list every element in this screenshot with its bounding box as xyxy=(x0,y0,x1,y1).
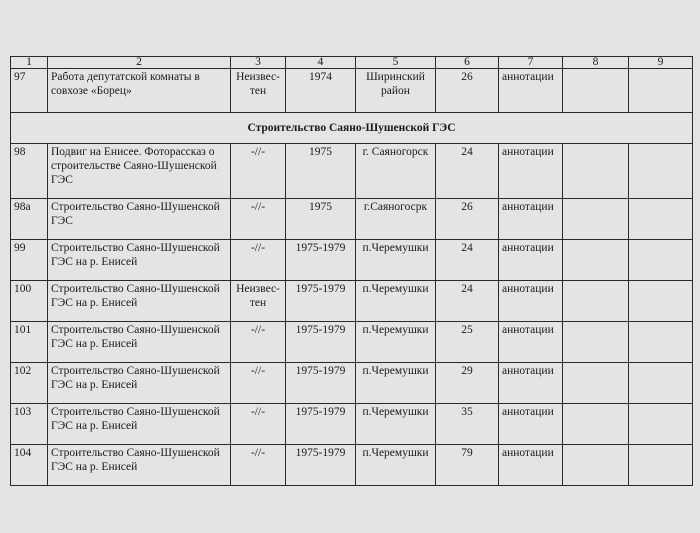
item-title: Строительство Саяно-Шушенской ГЭС на р. Енисей xyxy=(48,445,231,486)
item-col9 xyxy=(629,322,693,363)
column-header: 5 xyxy=(356,57,436,69)
item-year: 1974 xyxy=(286,69,356,113)
column-header: 2 xyxy=(48,57,231,69)
item-author: -//- xyxy=(231,322,286,363)
item-type: аннотации xyxy=(499,240,563,281)
item-year: 1975-1979 xyxy=(286,363,356,404)
item-col8 xyxy=(563,404,629,445)
item-col8 xyxy=(563,322,629,363)
item-type: аннотации xyxy=(499,69,563,113)
column-header: 9 xyxy=(629,57,693,69)
item-year: 1975-1979 xyxy=(286,281,356,322)
item-place: п.Черемушки xyxy=(356,363,436,404)
item-title: Строительство Саяно-Шушенской ГЭС xyxy=(48,199,231,240)
column-header: 3 xyxy=(231,57,286,69)
column-header: 7 xyxy=(499,57,563,69)
table-row xyxy=(11,144,693,199)
item-col8 xyxy=(563,445,629,486)
item-col8 xyxy=(563,69,629,113)
item-author: Неизвес-тен xyxy=(231,281,286,322)
item-number: 98 xyxy=(11,144,48,199)
table-row xyxy=(11,322,693,363)
item-number: 97 xyxy=(11,69,48,113)
item-type: аннотации xyxy=(499,445,563,486)
table-row xyxy=(11,199,693,240)
item-year: 1975-1979 xyxy=(286,240,356,281)
item-place: п.Черемушки xyxy=(356,322,436,363)
item-author: -//- xyxy=(231,445,286,486)
item-author: -//- xyxy=(231,240,286,281)
item-type: аннотации xyxy=(499,363,563,404)
column-header: 8 xyxy=(563,57,629,69)
table-row xyxy=(11,404,693,445)
item-year: 1975-1979 xyxy=(286,445,356,486)
item-col9 xyxy=(629,240,693,281)
item-col9 xyxy=(629,144,693,199)
item-count: 26 xyxy=(436,69,499,113)
item-col8 xyxy=(563,281,629,322)
item-type: аннотации xyxy=(499,281,563,322)
item-title: Строительство Саяно-Шушенской ГЭС на р. Енисей xyxy=(48,363,231,404)
item-place: г. Саяногорск xyxy=(356,144,436,199)
column-header: 1 xyxy=(11,57,48,69)
column-number-row xyxy=(11,57,693,69)
item-type: аннотации xyxy=(499,144,563,199)
item-place: г.Саяногосрк xyxy=(356,199,436,240)
item-count: 29 xyxy=(436,363,499,404)
item-type: аннотации xyxy=(499,404,563,445)
item-col9 xyxy=(629,199,693,240)
item-year: 1975 xyxy=(286,144,356,199)
item-count: 79 xyxy=(436,445,499,486)
item-place: п.Черемушки xyxy=(356,281,436,322)
item-count: 24 xyxy=(436,240,499,281)
item-number: 99 xyxy=(11,240,48,281)
item-title: Строительство Саяно-Шушенской ГЭС на р. Енисей xyxy=(48,404,231,445)
item-col9 xyxy=(629,69,693,113)
item-place: п.Черемушки xyxy=(356,240,436,281)
item-type: аннотации xyxy=(499,199,563,240)
item-author: -//- xyxy=(231,199,286,240)
item-author: -//- xyxy=(231,363,286,404)
item-col9 xyxy=(629,445,693,486)
item-col8 xyxy=(563,363,629,404)
item-number: 103 xyxy=(11,404,48,445)
item-col9 xyxy=(629,363,693,404)
item-col9 xyxy=(629,404,693,445)
table-row xyxy=(11,363,693,404)
item-author: Неизвес-тен xyxy=(231,69,286,113)
item-count: 35 xyxy=(436,404,499,445)
item-year: 1975-1979 xyxy=(286,322,356,363)
item-author: -//- xyxy=(231,144,286,199)
item-title: Строительство Саяно-Шушенской ГЭС на р. Енисей xyxy=(48,322,231,363)
item-place: п.Черемушки xyxy=(356,404,436,445)
item-count: 24 xyxy=(436,144,499,199)
item-count: 26 xyxy=(436,199,499,240)
table-row xyxy=(11,69,693,113)
table-row xyxy=(11,445,693,486)
item-place: Ширинский район xyxy=(356,69,436,113)
table-row xyxy=(11,281,693,322)
column-header: 6 xyxy=(436,57,499,69)
item-title: Строительство Саяно-Шушенской ГЭС на р. Енисей xyxy=(48,281,231,322)
item-title: Подвиг на Енисее. Фоторассказ о строительстве Саяно-Шушенской ГЭС xyxy=(48,144,231,199)
item-col9 xyxy=(629,281,693,322)
item-year: 1975-1979 xyxy=(286,404,356,445)
item-col8 xyxy=(563,199,629,240)
item-count: 24 xyxy=(436,281,499,322)
item-number: 104 xyxy=(11,445,48,486)
section-title: Строительство Саяно-Шушенской ГЭС xyxy=(11,113,693,144)
item-author: -//- xyxy=(231,404,286,445)
item-col8 xyxy=(563,240,629,281)
column-header: 4 xyxy=(286,57,356,69)
table-row xyxy=(11,240,693,281)
archive-inventory-table xyxy=(10,56,693,486)
item-number: 98а xyxy=(11,199,48,240)
item-year: 1975 xyxy=(286,199,356,240)
item-title: Строительство Саяно-Шушенской ГЭС на р. Енисей xyxy=(48,240,231,281)
item-col8 xyxy=(563,144,629,199)
item-place: п.Черемушки xyxy=(356,445,436,486)
item-number: 101 xyxy=(11,322,48,363)
item-title: Работа депутатской комнаты в совхозе «Борец» xyxy=(48,69,231,113)
table-body xyxy=(11,57,693,486)
item-type: аннотации xyxy=(499,322,563,363)
item-count: 25 xyxy=(436,322,499,363)
item-number: 102 xyxy=(11,363,48,404)
section-row xyxy=(11,113,693,144)
item-number: 100 xyxy=(11,281,48,322)
